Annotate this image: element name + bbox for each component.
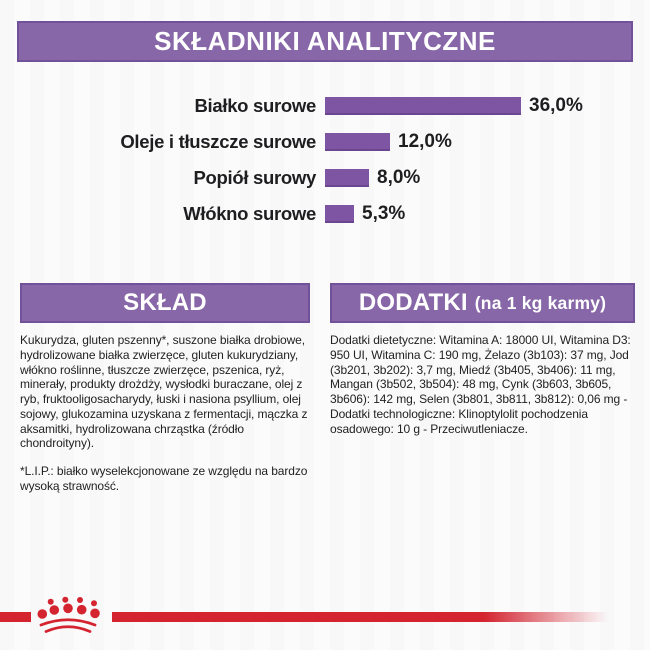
chart-category-label: Białko surowe	[194, 95, 316, 116]
chart-category-label: Oleje i tłuszcze surowe	[120, 131, 316, 152]
analytical-chart	[0, 88, 650, 232]
chart-row	[0, 88, 650, 124]
additives-subtitle: (na 1 kg karmy)	[474, 292, 607, 313]
chart-value-label: 8,0%	[377, 167, 421, 188]
chart-bar	[325, 97, 521, 115]
analytical-components-banner	[17, 21, 633, 62]
composition-body: Kukurydza, gluten pszenny*, suszone białka drobiowe, hydrolizowane białka zwierzęce, gluten kukurydziany, włókno roślinne, tłuszcze zwierzęce, pszenica, ryż, minerały, produkty drożdży, wysłodki buraczane, olej z ryb, fruktooligosacharydy, łuski i nasiona psyllium, olej sojowy, glukozamina uzyskana z fermentacji, mączka z aksamitki, hydrolizowana chrząstka (źródło chondroityny).	[20, 333, 308, 451]
composition-column	[20, 283, 310, 494]
chart-row	[0, 196, 650, 232]
lip-footnote: *L.I.P.: białko wyselekcjonowane ze względu na bardzo wysoką strawność.	[20, 464, 308, 493]
chart-bar	[325, 169, 369, 187]
royal-canin-crown-icon	[35, 593, 101, 637]
chart-value-label: 5,3%	[362, 203, 406, 224]
chart-category-label: Popiół surowy	[193, 167, 316, 188]
additives-column	[330, 283, 635, 436]
chart-row	[0, 124, 650, 160]
additives-body: Dodatki dietetyczne: Witamina A: 18000 UI, Witamina D3: 950 UI, Witamina C: 190 mg, Żelazo (3b103): 37 mg, Jod (3b201, 3b202): 3,7 mg, Miedź (3b405, 3b406): 11 mg, Mangan (3b502, 3b504): 48 mg, Cynk (3b603, 3b605, 3b606): 142 mg, Selen (3b801, 3b811, 3b812): 0,06 mg - Dodatki technologiczne: Klinoptylolit pochodzenia osadowego: 10 g - Przeciwutleniacze.	[330, 333, 631, 436]
chart-category-label: Włókno surowe	[183, 203, 316, 224]
chart-value-label: 36,0%	[529, 95, 583, 116]
additives-title: DODATKI	[358, 289, 468, 316]
analytical-components-title: SKŁADNIKI ANALITYCZNE	[154, 26, 496, 56]
composition-title: SKŁAD	[123, 289, 207, 316]
brand-rule-left	[0, 612, 31, 622]
chart-bar	[325, 205, 354, 223]
chart-bar	[325, 133, 390, 151]
chart-row	[0, 160, 650, 196]
chart-value-label: 12,0%	[398, 131, 452, 152]
composition-banner	[20, 283, 310, 323]
additives-banner	[330, 283, 635, 323]
brand-rule-right	[112, 612, 614, 622]
